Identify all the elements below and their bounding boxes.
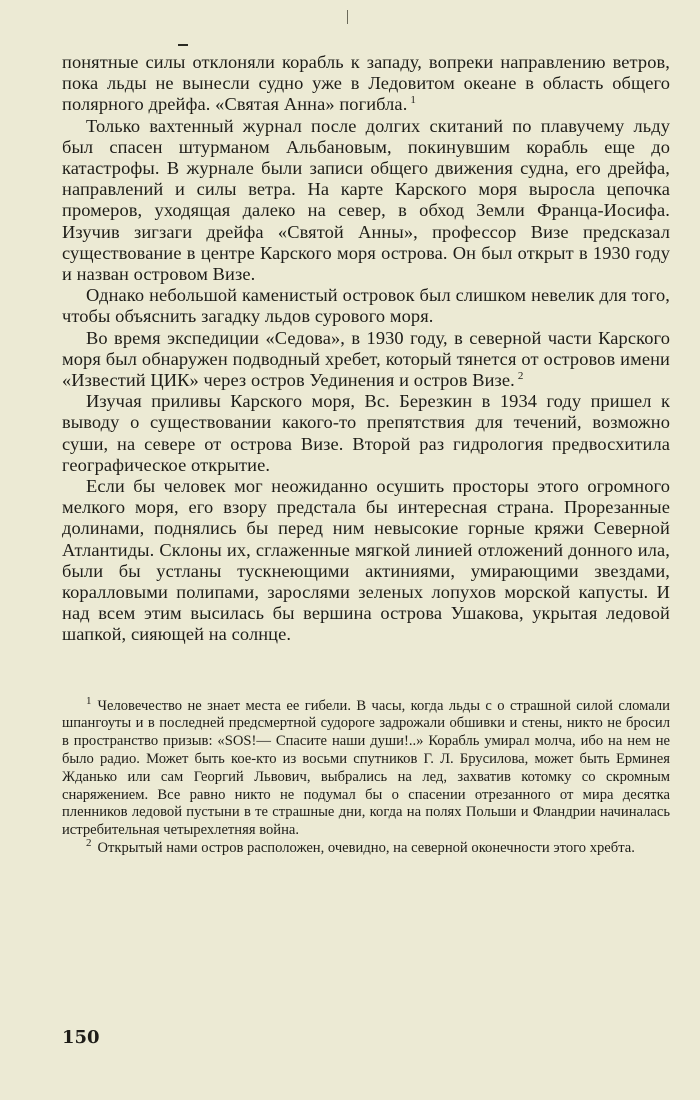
paragraph-6: Если бы человек мог неожиданно осушить просторы этого огромного мелкого моря, его взору предстала бы интересная страна. Прорезанные долинами, поднялись бы перед ним невысокие горные кряжи Северной Атлантиды. Склоны их, сглаженные мягкой линией отложений донного ила, были бы устланы тускнеющими актиниями, умирающими звездами, коралловыми полипами, зарослями зеленых лопухов морской капусты. И над всем этим высилась бы вершина острова Ушакова, укрытая ледовой шапкой, сияющей на солнце. <box>62 476 670 645</box>
main-text <box>62 52 670 646</box>
paragraph-1: понятные силы отклоняли корабль к западу, вопреки направлению ветров, пока льды не вынесли судно уже в Ледовитом океане в область общего полярного дрейфа. «Святая Анна» погибла. $^1$ <box>62 52 670 115</box>
paragraph-5: Изучая приливы Карского моря, Вс. Березкин в 1934 году пришел к выводу о существовании какого-то препятствия для течений, возможно суши, на севере от острова Визе. Второй раз гидрология предвосхитила географическое открытие. <box>62 391 670 475</box>
print-mark <box>178 44 188 46</box>
page-number: 150 <box>62 1027 100 1048</box>
footnote-text: Человечество не знает места ее гибели. В часы, когда льды с о страшной силой сломали шпангоуты и в последней предсмертной судороге задрожали обшивки и стены, никто не бросил в пространство призыв: «SOS!— Спасите наши души!..» Корабль умирал молча, ибо на нем не было радио. Может быть кое-кто из восьми спутников Г. Л. Брусилова, может быть Ерминея Жданько или сам Георгий Львович, выбрались на лед, захватив котомку со скромным снаряжением. Все равно никто не подумал бы о спасении отрезанного от мира десятка пленников ледовой пустыни в те страшные дни, когда на полях Польши и Фландрии начиналась истребительная четырехлетняя война. <box>62 697 670 839</box>
footnote-2 <box>62 837 670 858</box>
footnote-number: 2 <box>86 837 92 850</box>
footnote-ref-1[interactable]: 1 <box>410 94 417 107</box>
footnotes <box>62 694 670 858</box>
paragraph-2: Только вахтенный журнал после долгих скитаний по плавучему льду был спасен штурманом Альбановым, покинувшим корабль еще до катастрофы. В журнале были записи общего движения судна, его дрейфа, направлений и силы ветра. На карте Карского моря выросла цепочка промеров, уходящая далеко на север, в обход Земли Франца-Иосифа. Изучив зигзаги дрейфа «Святой Анны», профессор Визе предсказал существование в центре Карского моря острова. Он был открыт в 1930 году и назван островом Визе. <box>62 115 670 285</box>
footnote-text: Открытый нами остров расположен, очевидно, на северной оконечности этого хребта. <box>97 840 635 857</box>
paragraph-4: Во время экспедиции «Седова», в 1930 году, в северной части Карского моря был обнаружен подводный хребет, который тянется от островов имени «Известий ЦИК» через остров Уединения и остров Визе. $^2$ <box>62 327 670 391</box>
footnote-1 <box>62 694 670 840</box>
footnote-number: 1 <box>86 694 92 707</box>
print-mark <box>347 10 348 24</box>
paragraph-3: Однако небольшой каменистый островок был слишком невелик для того, чтобы объяснить загадку льдов сурового моря. <box>62 285 670 327</box>
footnote-ref-2[interactable]: 2 <box>517 369 524 382</box>
